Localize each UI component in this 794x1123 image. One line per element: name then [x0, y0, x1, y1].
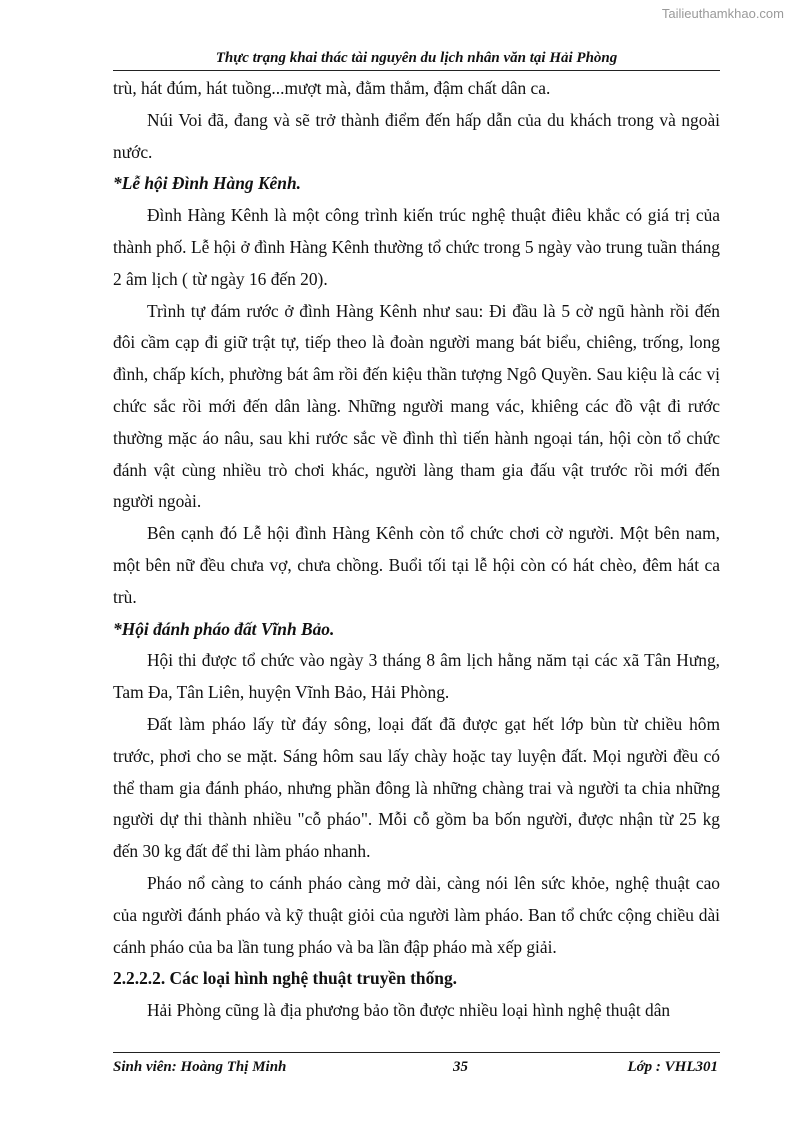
header-rule — [113, 70, 720, 71]
footer-student-name: Sinh viên: Hoàng Thị Minh — [113, 1059, 287, 1075]
paragraph: Hội thi được tổ chức vào ngày 3 tháng 8 âm lịch hằng năm tại các xã Tân Hưng, Tam Đa, Tân Liên, huyện Vĩnh Bảo, Hải Phòng. — [113, 650, 720, 703]
watermark: Tailieuthamkhao.com — [661, 6, 784, 21]
paragraph: Núi Voi đã, đang và sẽ trở thành điểm đến hấp dẫn của du khách trong và ngoài nước. — [113, 109, 720, 162]
page-footer — [113, 1056, 720, 1078]
page-number: 35 — [453, 1059, 468, 1075]
section-heading-traditional-arts: 2.2.2.2. Các loại hình nghệ thuật truyền thống. — [113, 968, 457, 989]
paragraph: Hải Phòng cũng là địa phương bảo tồn được nhiều loại hình nghệ thuật dân — [147, 1000, 671, 1021]
paragraph: trù, hát đúm, hát tuồng...mượt mà, đằm thắm, đậm chất dân ca. — [113, 78, 551, 98]
subheading-hang-kenh-festival: *Lễ hội Đình Hàng Kênh. — [113, 173, 301, 194]
footer-rule — [113, 1052, 720, 1053]
footer-class-label: Lớp : VHL301 — [627, 1059, 718, 1075]
paragraph: Bên cạnh đó Lễ hội đình Hàng Kênh còn tổ chức chơi cờ người. Một bên nam, một bên nữ đều chưa vợ, chưa chồng. Buổi tối tại lễ hội còn có hát chèo, đêm hát ca trù. — [113, 523, 720, 607]
running-header: Thực trạng khai thác tài nguyên du lịch nhân văn tại Hải Phòng — [215, 50, 618, 66]
paragraph: Đất làm pháo lấy từ đáy sông, loại đất đã được gạt hết lớp bùn từ chiều hôm trước, phơi cho se mặt. Sáng hôm sau lấy chày hoặc tay luyện đất. Mọi người đều có thể tham gia đánh pháo, nhưng phần đông là những chàng trai và người ta chia những người dự thi thành nhiều "cỗ pháo". Mỗi cỗ gồm ba bốn người, được nhận từ 25 kg đến 30 kg đất để thi làm pháo nhanh. — [113, 713, 720, 862]
paragraph: Pháo nổ càng to cánh pháo càng mở dài, càng nói lên sức khỏe, nghệ thuật cao của người đánh pháo và kỹ thuật giỏi của người làm pháo. Ban tổ chức cộng chiều dài cánh pháo của ba lần tung pháo và ba lần đập pháo mà xếp giải. — [113, 872, 720, 957]
document-body — [113, 73, 720, 1027]
paragraph: Đình Hàng Kênh là một công trình kiến trúc nghệ thuật điêu khắc có giá trị của thành phố. Lễ hội ở đình Hàng Kênh thường tổ chức trong 5 ngày vào trung tuần tháng 2 âm lịch ( từ ngày 16 đến 20). — [113, 205, 720, 289]
subheading-vinh-bao-firecracker-festival: *Hội đánh pháo đất Vĩnh Bảo. — [113, 618, 335, 639]
paragraph: Trình tự đám rước ở đình Hàng Kênh như sau: Đi đầu là 5 cờ ngũ hành rồi đến đôi cầm cạp đi giữ trật tự, tiếp theo là đoàn người mang bát biểu, chiêng, trống, long đình, chấp kích, phường bát âm rồi đến kiệu thần tượng Ngô Quyền. Sau kiệu là các vị chức sắc rồi mới đến dân làng. Những người mang vác, khiêng các đồ vật đi rước thường mặc áo nâu, sau khi rước sắc về đình thì tiến hành ngoại tán, hội còn tổ chức đánh vật cùng nhiều trò chơi khác, người làng tham gia đấu vật trước rồi mới đến người ngoài. — [113, 300, 720, 512]
